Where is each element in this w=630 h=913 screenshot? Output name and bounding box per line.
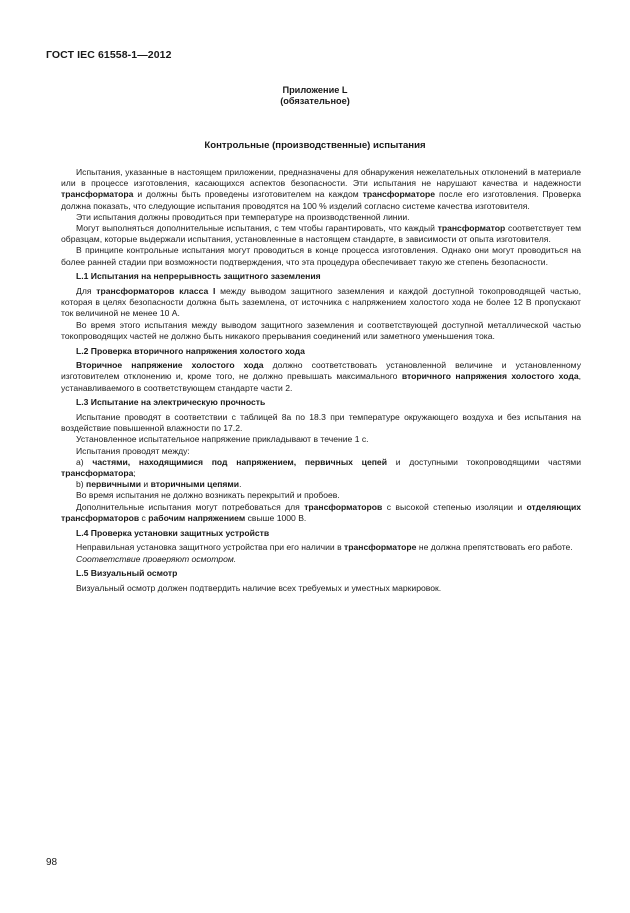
text-run: соответствует тем образцам, которые выдержали испытания, установленные в настоящем стандарте, в зависимости от опыта изготовителя. (61, 223, 582, 245)
standard-header: ГОСТ IEC 61558-1—2012 (46, 49, 172, 61)
list-item (61, 457, 581, 479)
text-run: и (140, 479, 151, 490)
term: рабочим напряжением (148, 512, 246, 523)
term: трансформатора (61, 189, 134, 200)
list-item (61, 479, 581, 490)
text-run: с высокой степенью изоляции и (382, 501, 527, 512)
term: Вторичное напряжение холостого хода (76, 360, 264, 371)
text-run: между выводом защитного заземления и каждой доступной токопроводящей частью, которая в целях безопасности должна быть заземлена, от источника с напряжением холостого хода не более 12 В пропускают ток величиной не менее 10 А. (61, 286, 581, 319)
section-heading-l4: L.4 Проверка установки защитных устройств (76, 527, 270, 538)
text-run: а) (76, 456, 93, 467)
text-run: b) (76, 479, 87, 490)
text-run: Дополнительные испытания могут потребоваться для (76, 501, 305, 512)
text-run: и должны быть проведены изготовителем на каждом (133, 189, 363, 200)
text-run: свыше 1000 В. (245, 512, 307, 523)
term: вторичными цепями (150, 479, 240, 490)
compliance-note: Соответствие проверяют осмотром. (76, 553, 237, 564)
text-run: Для (76, 286, 97, 297)
paragraph (61, 167, 581, 212)
paragraph: Во время испытания не должно возникать перекрытий и пробоев. (76, 490, 340, 501)
section-heading-l1: L.1 Испытания на непрерывность защитного заземления (76, 271, 321, 282)
paragraph: Визуальный осмотр должен подтвердить наличие всех требуемых и уместных маркировок. (76, 582, 442, 593)
paragraph: В принципе контрольные испытания могут проводиться в конце процесса изготовления. Однако они могут проводиться на более ранней стадии при возможности подтверждения, что эта процедура обеспечивает такую же степень безопасности. (61, 245, 581, 267)
annex-status: (обязательное) (280, 96, 350, 106)
text-run: ; (133, 468, 136, 479)
section-heading-l2: L.2 Проверка вторичного напряжения холостого хода (76, 345, 305, 356)
text-run: Неправильная установка защитного устройства при его наличии в (76, 542, 345, 553)
document-title: Контрольные (производственные) испытания (204, 140, 426, 151)
paragraph (61, 360, 581, 394)
paragraph: Испытание проводят в соответствии с таблицей 8а по 18.3 при температуре окружающего воздуха и без испытания на воздействие повышенной влажности по 17.2. (61, 412, 581, 434)
paragraph (61, 223, 581, 245)
paragraph: Установленное испытательное напряжение прикладывают в течение 1 с. (76, 434, 369, 445)
document-body (61, 167, 581, 594)
annex-title: Приложение L (282, 85, 348, 95)
section-heading-l3: L.3 Испытание на электрическую прочность (76, 397, 266, 408)
term: трансформаторов класса I (96, 286, 216, 297)
paragraph: Во время этого испытания между выводом защитного заземления и соответствующей доступной металлической частью токопроводящих частей не должно быть никакого прерывания соединений или заметного уменьшения тока. (61, 319, 581, 341)
text-run: Испытания, указанные в настоящем приложении, предназначены для обнаружения нежелательных отклонений в материале или в процессе изготовления, касающихся аспектов безопасности. Эти испытания не нарушают качества и надежности (61, 167, 581, 189)
term: вторичного напряжения холостого хода (401, 371, 579, 382)
section-heading-l5: L.5 Визуальный осмотр (76, 568, 178, 579)
paragraph: Испытания проводят между: (76, 445, 190, 456)
text-run: . (239, 479, 242, 490)
text-run: после его изготовления. Проверка должна показать, что следующие испытания проводятся на 100 % изделий согласно системе качества изготовителя. (61, 189, 582, 211)
term: первичными (86, 479, 141, 490)
text-run: , устанавливаемого в соответствующем стандарте части 2. (61, 371, 582, 393)
term: отделяющих трансформаторов (61, 501, 582, 523)
paragraph (61, 502, 581, 524)
text-run: должно соответствовать установленной величине и установленному изготовителем отклонению и, кроме того, не должно превышать максимального (61, 360, 581, 382)
text-run: и доступными токопроводящими частями (387, 456, 582, 467)
paragraph (61, 286, 581, 320)
term: трансформатор (437, 223, 506, 234)
paragraph: Эти испытания должны проводиться при температуре на производственной линии. (76, 211, 410, 222)
paragraph (61, 542, 581, 553)
term: трансформатора (61, 468, 134, 479)
text-run: не должна препятствовать его работе. (416, 542, 573, 553)
text-run: Могут выполняться дополнительные испытания, с тем чтобы гарантировать, что каждый (76, 223, 438, 234)
term: трансформаторов (304, 501, 383, 512)
text-run: с (139, 512, 149, 523)
term: частями, находящимися под напряжением, первичных цепей (92, 456, 387, 467)
term: трансформаторе (362, 189, 436, 200)
page-number: 98 (46, 857, 58, 868)
term: трансформаторе (344, 542, 417, 553)
